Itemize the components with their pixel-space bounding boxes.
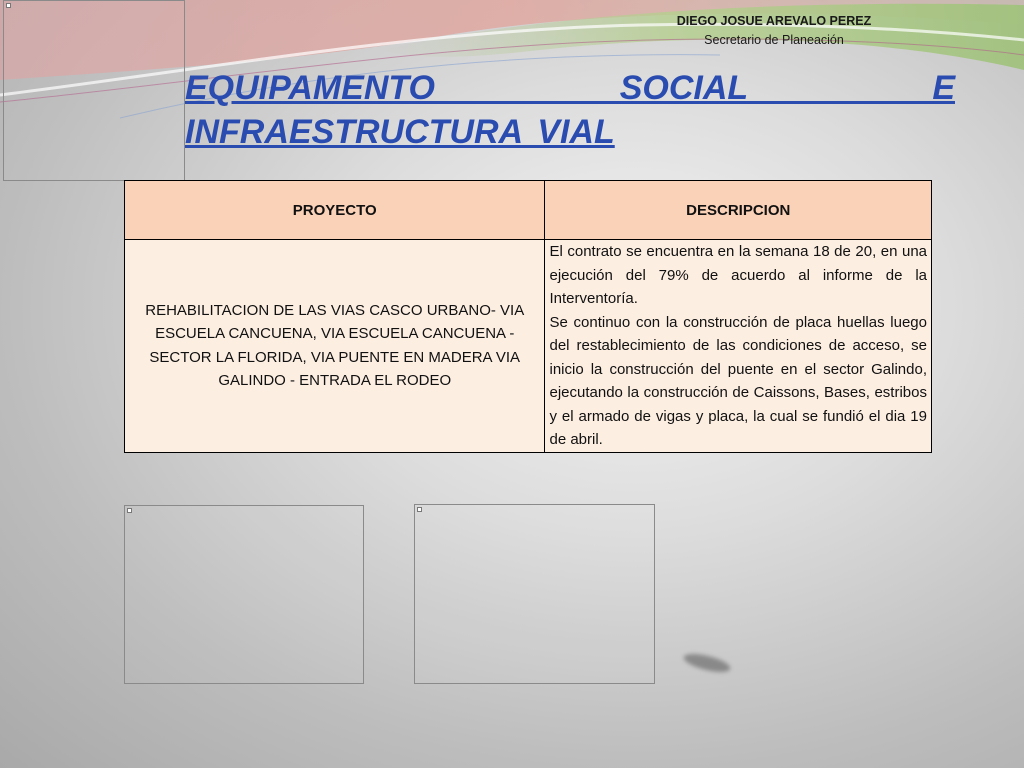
slide-title: EQUIPAMENTO SOCIAL E INFRAESTRUCTURA VIAL [185, 69, 955, 151]
broken-image-icon [417, 507, 422, 512]
description-paragraph-1: El contrato se encuentra en la semana 18 de 20, en una ejecución del 79% de acuerdo al informe de la Interventoría. [549, 243, 927, 307]
image-placeholder-bottom-left [124, 505, 364, 684]
broken-image-icon [127, 508, 132, 513]
broken-image-icon [6, 3, 11, 8]
author-block [664, 12, 884, 50]
description-paragraph-2: Se continuo con la construcción de placa huellas luego del restablecimiento de las condiciones de acceso, se inicio la construcción del puente en el sector Galindo, ejecutando la construcción de Caissons, Bases, estribos y el armado de vigas y placa, la cual se fundió el dia 19 de abril. [549, 313, 927, 448]
decorative-shadow-blob [682, 650, 732, 675]
image-placeholder-bottom-right [414, 504, 655, 684]
author-role: Secretario de Planeación [704, 33, 844, 47]
project-description-cell [545, 240, 932, 453]
author-name: DIEGO JOSUE AREVALO PEREZ [676, 14, 872, 28]
project-table [124, 180, 932, 453]
header-proyecto: PROYECTO [125, 181, 545, 240]
image-placeholder-top-left [3, 0, 185, 181]
project-name-cell: REHABILITACION DE LAS VIAS CASCO URBANO- VIA ESCUELA CANCUENA, VIA ESCUELA CANCUENA - SECTOR LA FLORIDA, VIA PUENTE EN MADERA VIA GALINDO - ENTRADA EL RODEO [125, 240, 545, 453]
table-header-row [125, 181, 932, 240]
table-row [125, 240, 932, 453]
header-descripcion: DESCRIPCION [545, 181, 932, 240]
